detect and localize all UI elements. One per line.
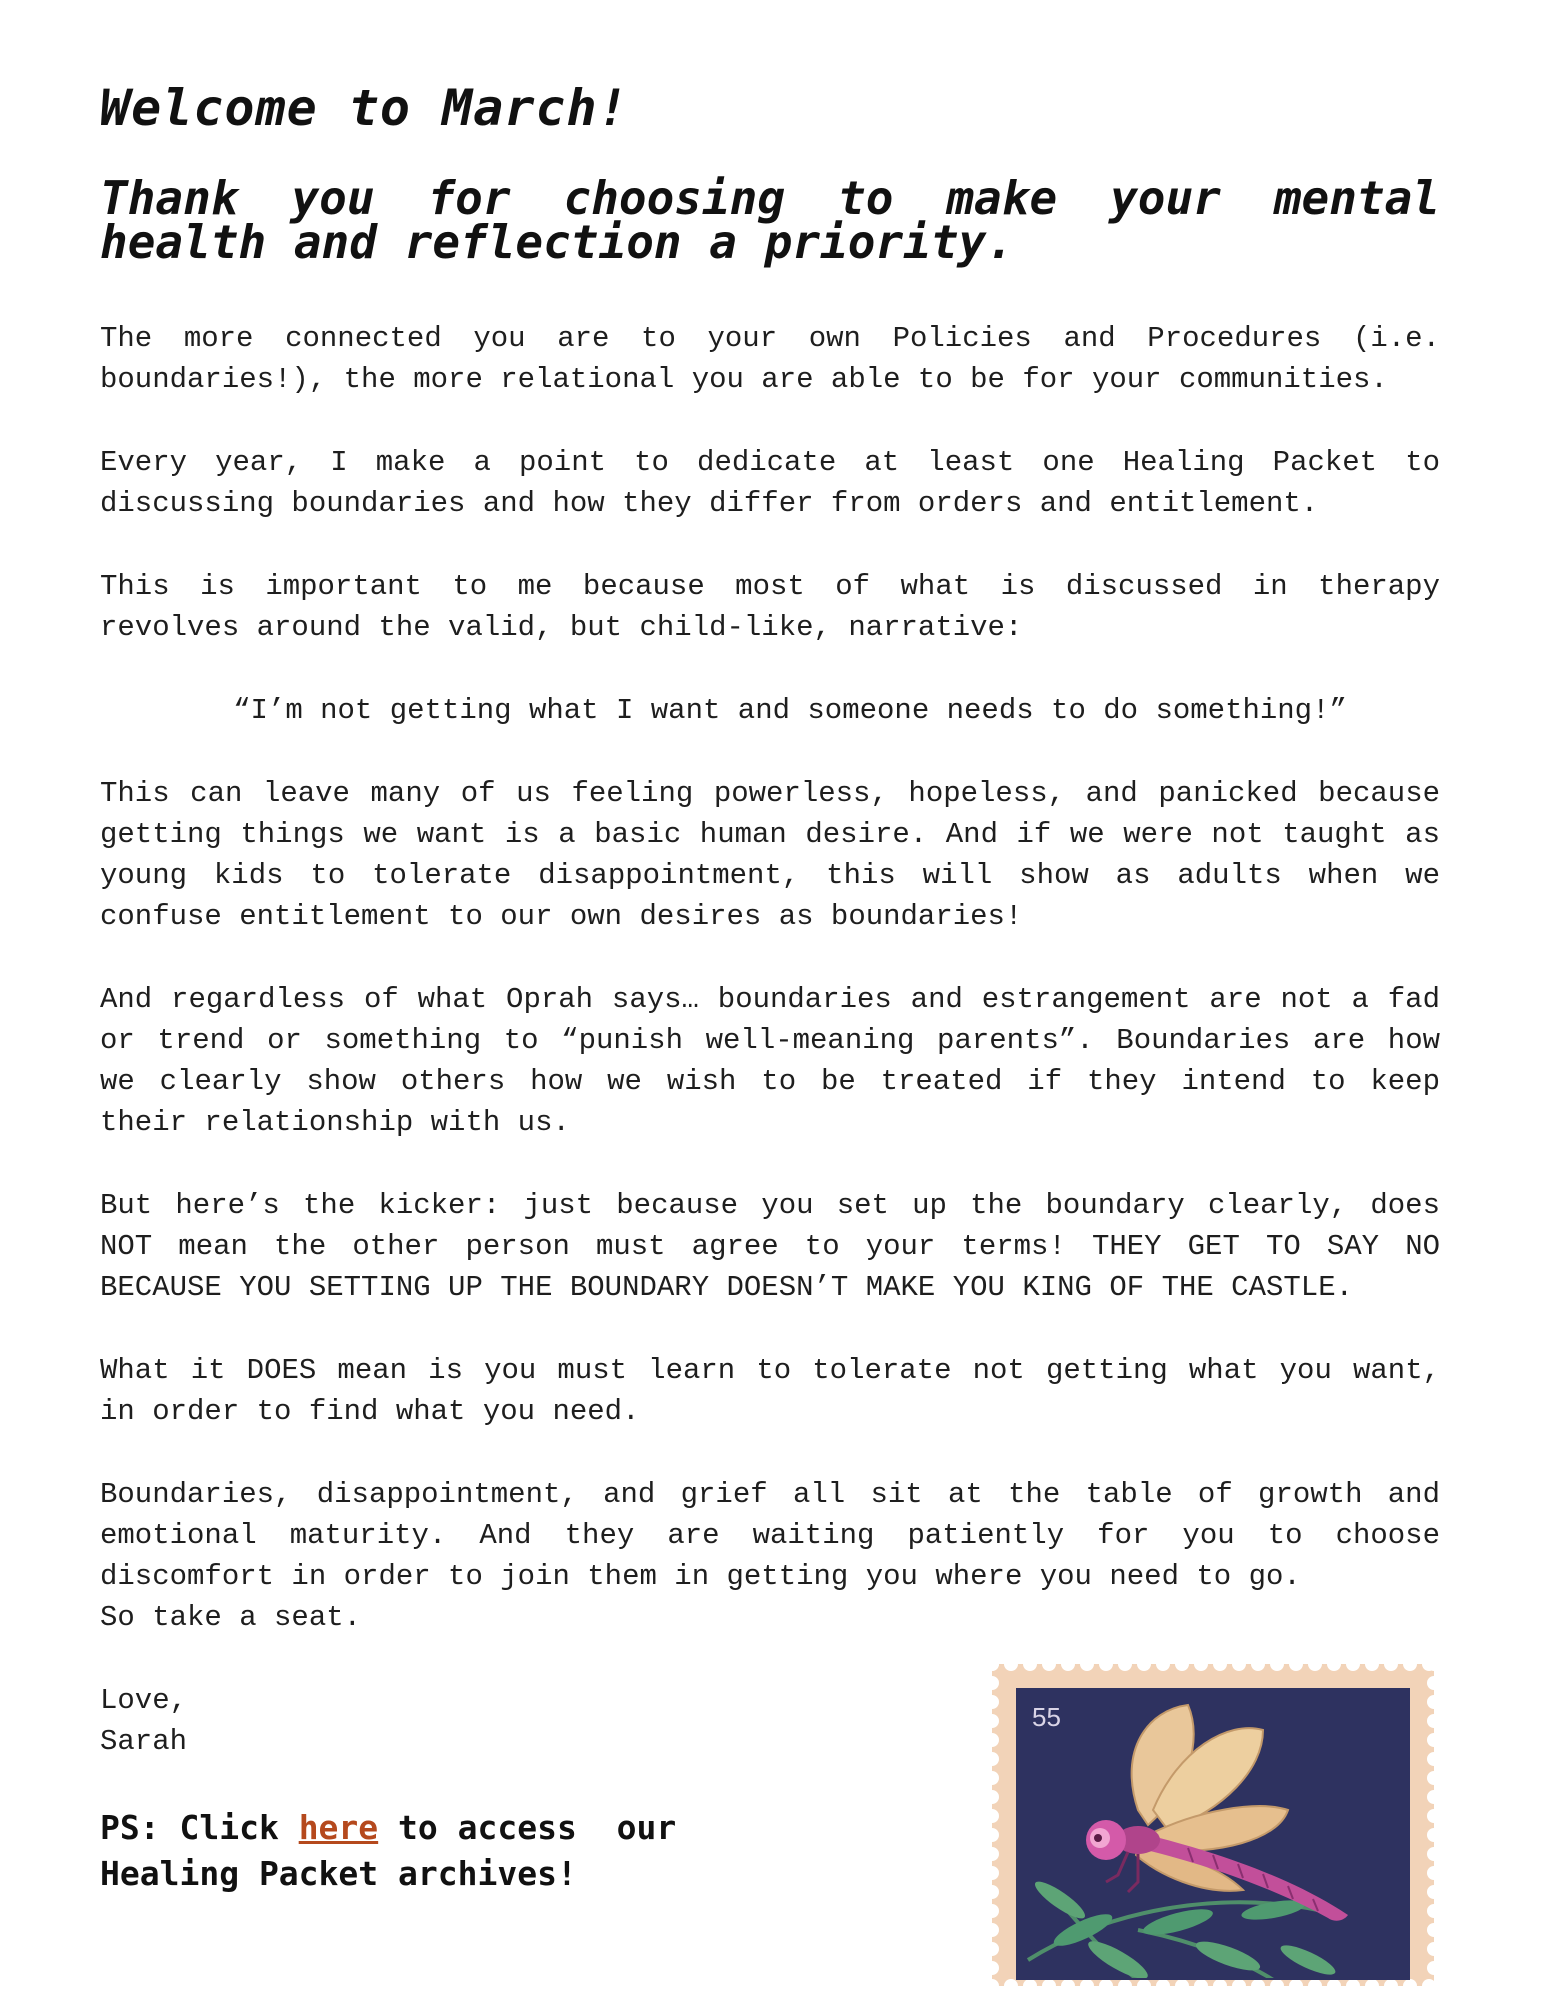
paragraph-take-a-seat: So take a seat. <box>100 1601 362 1634</box>
page-subtitle: Thank you for choosing to make your mental health and reflection a priority. <box>100 171 1440 269</box>
page-title: Welcome to March! <box>100 79 629 137</box>
paragraph-healing-packet: Every year, I make a point to dedicate at least one Healing Packet to discussing boundaries and how they differ from orders and entitlement. <box>100 446 1440 520</box>
paragraph-disappointment: This can leave many of us feeling powerless, hopeless, and panicked because getting things we want is a basic human desire. And if we were not taught as young kids to tolerate disappointment, this will show as adults when we confuse entitlement to our own desires as boundaries! <box>100 777 1440 933</box>
signoff-name: Sarah <box>100 1725 188 1758</box>
stamp-denomination: 55 <box>1032 1702 1061 1732</box>
paragraph-boundaries-intro: The more connected you are to your own Policies and Procedures (i.e. boundaries!), the more relational you are able to be for your communities. <box>100 322 1440 396</box>
signoff-closing: Love, <box>100 1684 188 1717</box>
archives-link[interactable]: here <box>298 1808 379 1847</box>
ps-suffix: to access our Healing Packet archives! <box>100 1808 697 1893</box>
dragonfly-stamp-icon <box>988 1660 1438 1990</box>
paragraph-tolerate: What it DOES mean is you must learn to tolerate not getting what you want, in order to find what you need. <box>100 1354 1440 1428</box>
narrative-quote: “I’m not getting what I want and someone needs to do something!” <box>233 694 1347 727</box>
paragraph-therapy-narrative: This is important to me because most of what is discussed in therapy revolves around the valid, but child-like, narrative: <box>100 570 1440 644</box>
ps-prefix: PS: Click <box>100 1808 299 1847</box>
paragraph-oprah: And regardless of what Oprah says… boundaries and estrangement are not a fad or trend or something to “punish well-meaning parents”. Boundaries are how we clearly show others how we wish to be treated if they intend to keep their relationship with us. <box>100 983 1440 1139</box>
letter <box>100 78 1440 1897</box>
paragraph-kicker: But here’s the kicker: just because you set up the boundary clearly, does NOT mean the other person must agree to your terms! THEY GET TO SAY NO BECAUSE YOU SETTING UP THE BOUNDARY DOESN’T MAKE YOU KING OF THE CASTLE. <box>100 1189 1440 1304</box>
ps-note <box>100 1805 800 1897</box>
paragraph-growth: Boundaries, disappointment, and grief all sit at the table of growth and emotional maturity. And they are waiting patiently for you to choose discomfort in order to join them in getting you where you need to go. <box>100 1478 1440 1593</box>
letter-body <box>100 318 1440 1638</box>
